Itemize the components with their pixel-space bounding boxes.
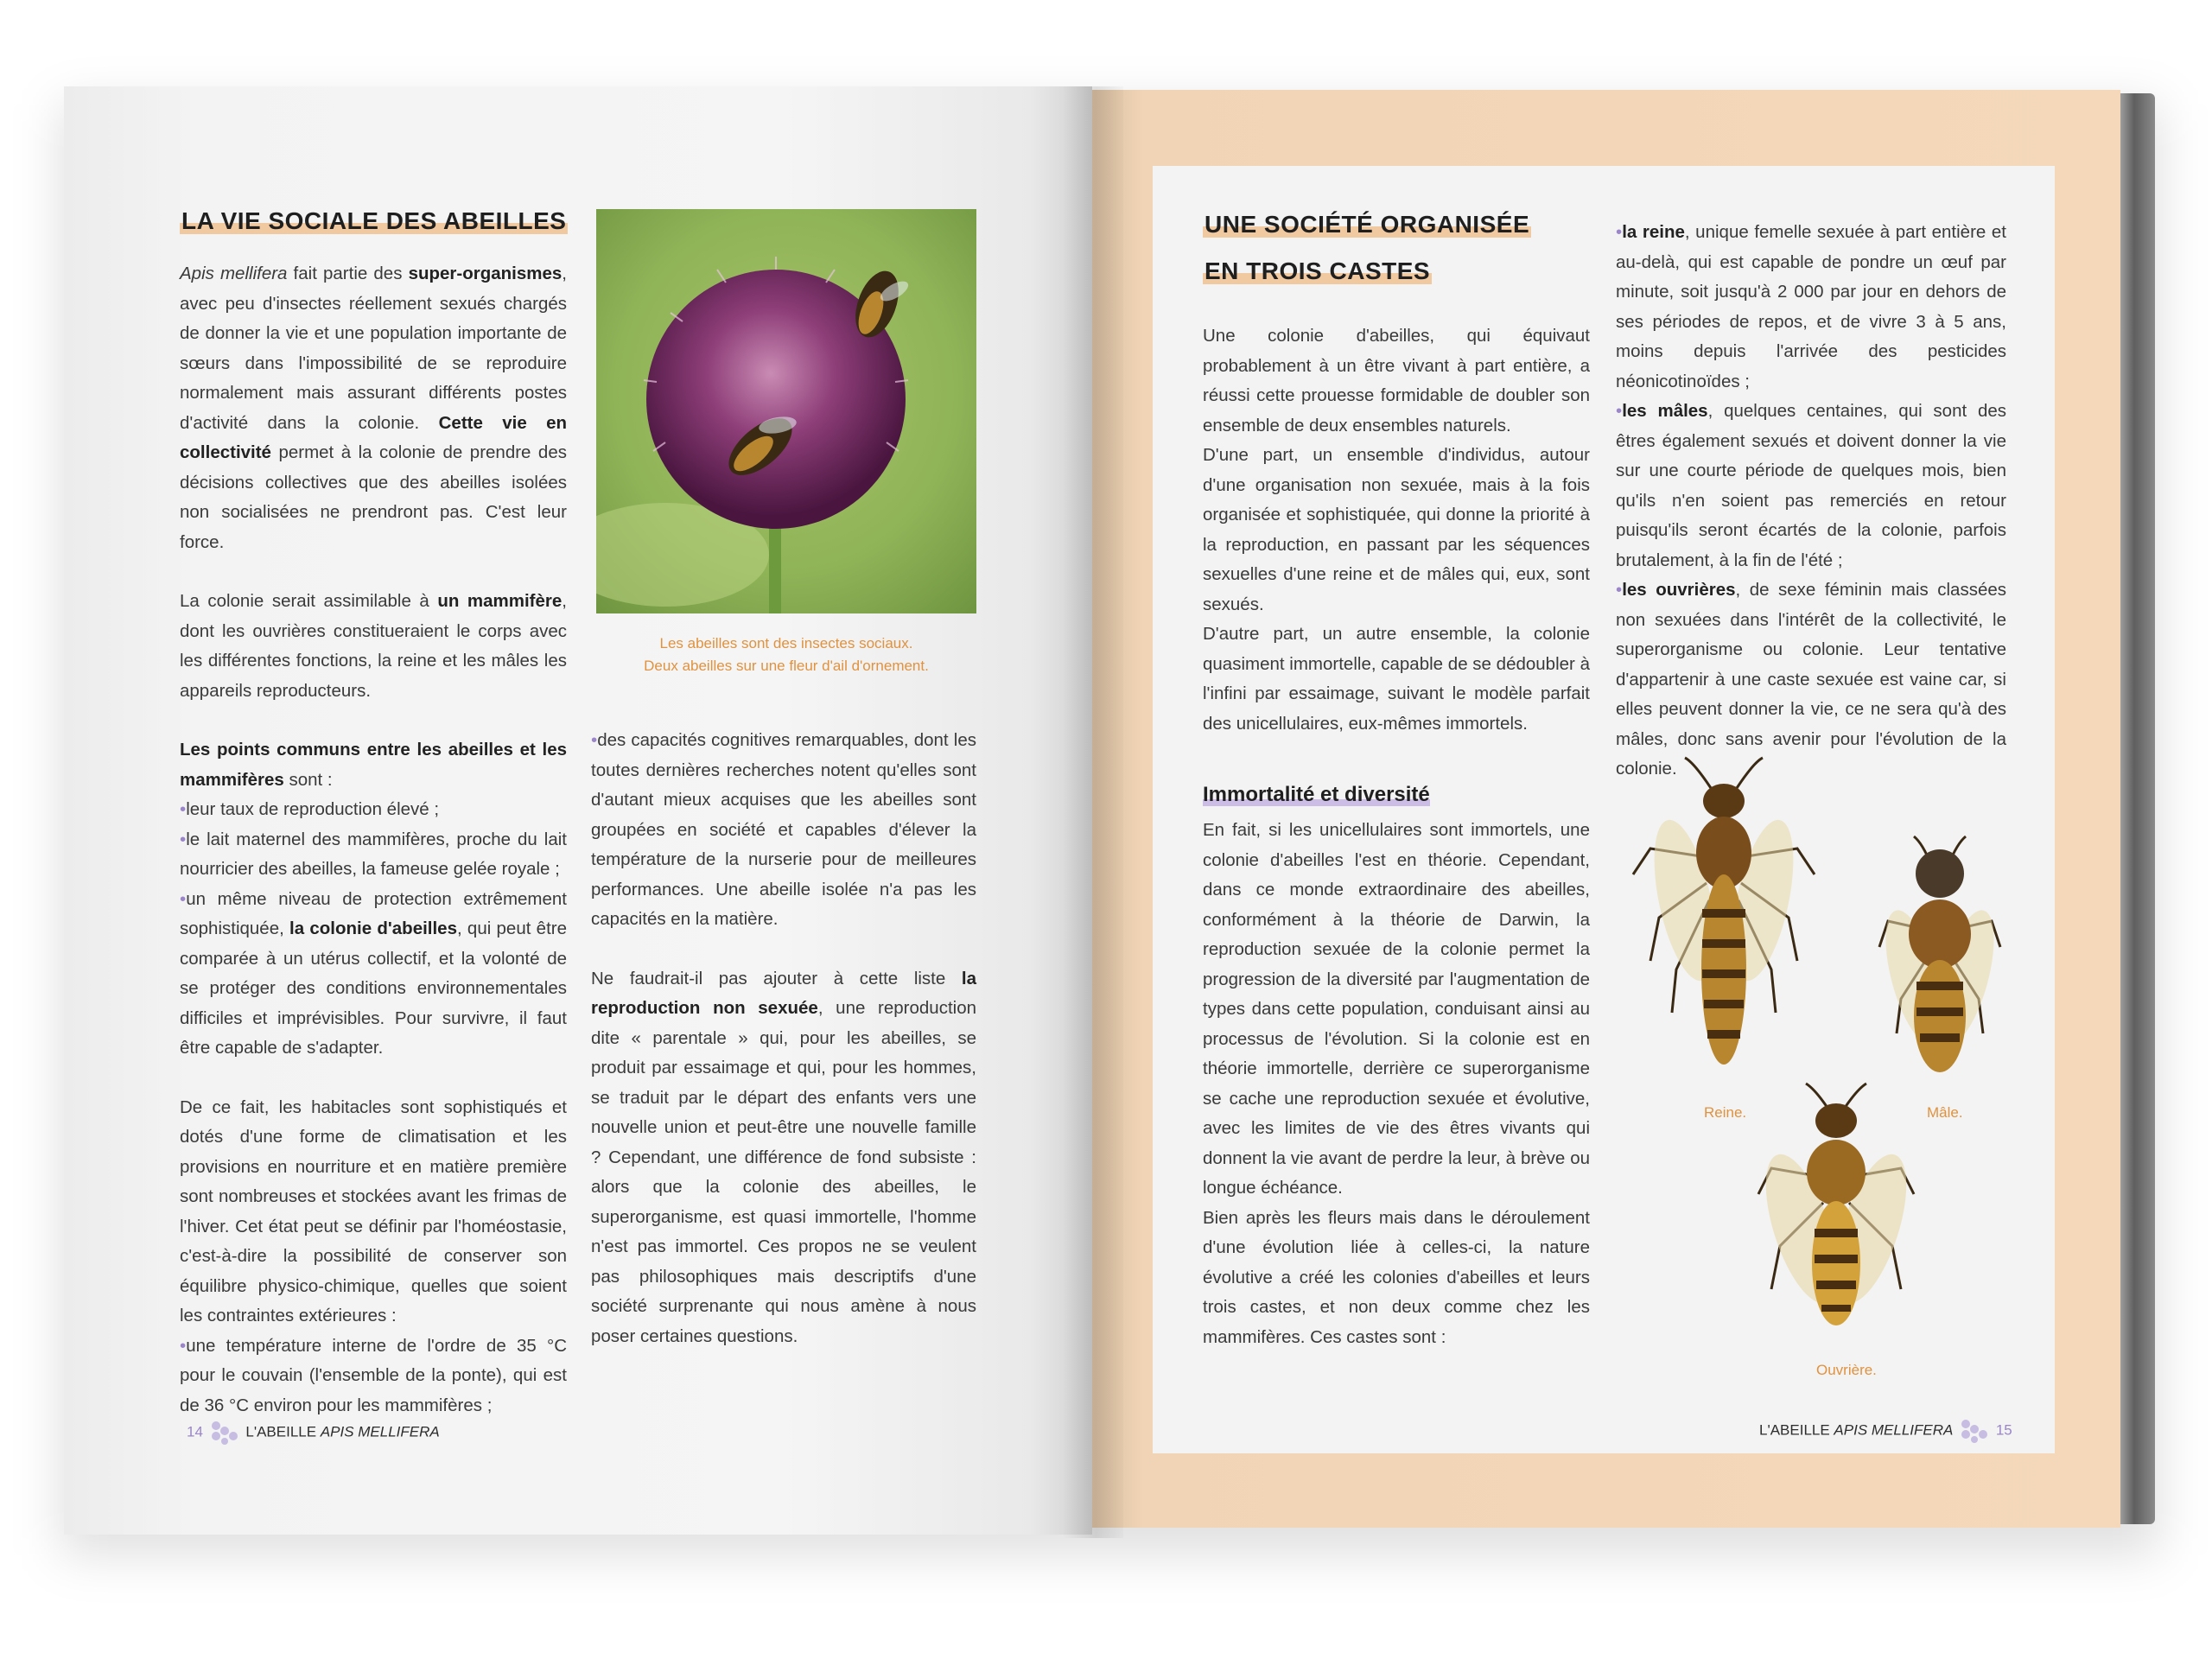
paragraph: De ce fait, les habitacles sont sophistiqués et dotés d'une forme de climatisation et les provisions en nourriture et en matière première sont nombreuses et stockées avant les frimas de l'hiver. Cet état peut se définir par l'homéostasie, c'est-à-dire la possibilité de conserver son équilibre physico-chimique, quelles que soient les contraintes extérieures : [180, 1096, 567, 1325]
paragraph: Ne faudrait-il pas ajouter à cette liste la reproduction non sexuée, une reproduction dite « parentale » qui, pour les abeilles, se produit par essaimage et qui, pour les hommes, se traduit par le départ des enfants vers une nouvelle union et peut-être une nouvelle famille ? Cependant, une différence de fond subsiste : alors que la colonie des abeilles, le superorganisme, est quasi immortelle, l'homme n'est pas immortel. Ces propos ne se veulent pas philosophiques mais descriptifs d'une société surprenante qui nous amène à nous poser certaines questions. [591, 968, 976, 1346]
paragraph: La colonie serait assimilable à un mammifère, dont les ouvrières constitueraient le corps avec les différentes fonctions, la reine et les mâles les appareils reproducteurs. [180, 591, 567, 701]
paragraph: En fait, si les unicellulaires sont immortels, une colonie d'abeilles l'est en théorie. Cependant, dans ce monde extraordinaire des abeilles, conformément à la théorie de Darwin, la reproduction sexuée de la colonie permet la progression de la diversité par l'augmentation de types dans cette population, conduisant ainsi au processus de l'évolution. Si la colonie est en théorie immortelle, derrière ce superorganisme se cache une reproduction sexuée et évolutive, avec les limites de vie des êtres vivants qui donnent la vie avant de perdre la leur, à brève ou longue échéance. [1203, 820, 1590, 1198]
page-number: 14 [187, 1423, 203, 1440]
page-number: 15 [1995, 1421, 2012, 1439]
left-folio: 14 L'ABEILLE APIS MELLIFERA [187, 1421, 440, 1445]
right-folio: L'ABEILLE APIS MELLIFERA 15 [1759, 1419, 2012, 1443]
paragraph: Apis mellifera fait partie des super-organismes, avec peu d'insectes réellement sexués chargés de donner la vie et une population importante de sœurs dans l'impossibilité de se reproduire normalement mais assurant différents postes d'activité dans la colonie. Cette vie en collectivité permet à la colonie de prendre des décisions collectives que des abeilles isolées non socialisées ne prendront pas. C'est leur force. [180, 264, 567, 552]
list-item: •leur taux de reproduction élevé ; [180, 799, 440, 819]
worker-bee-illustration [1745, 1082, 1927, 1341]
queen-bee-illustration [1624, 753, 1823, 1082]
page-stack-edge [2120, 93, 2155, 1524]
hexagon-cluster-icon [207, 1421, 242, 1445]
right-page-heading-line-2: EN TROIS CASTES [1205, 257, 1431, 284]
book-gutter [1063, 86, 1123, 1538]
worker-label: Ouvrière. [1816, 1362, 1877, 1378]
list-item: •des capacités cognitives remarquables, dont les toutes dernières recherches notent qu'elles sont d'autant mieux acquises que les abeilles sont groupées en société et capables d'élever la température de la nurserie pour de meilleures performances. Une abeille isolée n'a pas les capacités en la matière. [591, 730, 976, 929]
photo-caption: Les abeilles sont des insectes sociaux. Deux abeilles sur une fleur d'ail d'ornement. [644, 635, 929, 674]
male-label: Mâle. [1927, 1104, 1963, 1121]
paragraph: Bien après les fleurs mais dans le déroulement d'une évolution liée à celles-ci, la nature évolutive a créé les colonies d'abeilles et leurs trois castes, et non deux comme chez les mammifères. Ces castes sont : [1203, 1207, 1590, 1347]
list-item: •une température interne de l'ordre de 35 °C pour le couvain (l'ensemble de la ponte), qui est de 36 °C environ pour les mammifères ; [180, 1335, 567, 1415]
right-page-heading-line-1: UNE SOCIÉTÉ ORGANISÉE [1205, 211, 1530, 238]
list-item: •les mâles, quelques centaines, qui sont des êtres également sexués et doivent donner la vie sur une courte période de quelques mois, bien qu'ils n'en soient pas remerciés en retour puisqu'ils seront écartés de la colonie, parfois brutalement, à la fin de l'été ; [1616, 401, 2006, 570]
list-item: •la reine, unique femelle sexuée à part entière et au-delà, qui est capable de pondre un œuf par minute, soit jusqu'à 2 000 par jour en dehors de ses périodes de repos, et de vivre 3 à 5 ans, moins depuis l'arrivée des pesticides néonicotinoïdes ; [1616, 222, 2006, 391]
paragraph: Les points communs entre les abeilles et les mammifères sont : [180, 740, 567, 790]
list-item: •le lait maternel des mammifères, proche du lait nourricier des abeilles, la fameuse gelée royale ; [180, 829, 567, 879]
male-bee-illustration [1875, 835, 2005, 1085]
allium-flower-photo [596, 209, 976, 613]
left-column-2 [591, 726, 976, 1351]
right-column-1-continued [1203, 816, 1590, 1352]
right-column-2 [1616, 218, 2006, 785]
subheading: Immortalité et diversité [1203, 783, 1430, 806]
queen-label: Reine. [1704, 1104, 1747, 1121]
paragraph: Une colonie d'abeilles, qui équivaut probablement à un être vivant à part entière, a réussi cette prouesse formidable de doubler son ensemble de deux ensembles naturels. [1203, 326, 1590, 435]
paragraph: D'une part, un ensemble d'individus, autour d'une organisation non sexuée, mais à la fois organisée et sophistiquée, qui donne la priorité à la reproduction, en passant par les séquences sexuelles d'une reine et de mâles qui, eux, sont sexués. [1203, 445, 1590, 614]
list-item: •un même niveau de protection extrêmement sophistiquée, la colonie d'abeilles, qui peut être comparée à un utérus collectif, et la volonté de se protéger des conditions environnementales difficiles et imprévisibles. Pour survivre, il faut être capable de s'adapter. [180, 888, 567, 1058]
left-page-heading: LA VIE SOCIALE DES ABEILLES [181, 207, 567, 234]
hexagon-cluster-icon [1957, 1419, 1992, 1443]
right-column-1 [1203, 321, 1590, 739]
list-item: •les ouvrières, de sexe féminin mais classées non sexuées dans l'intérêt de la collectivité, le superorganisme ou colonie. Leur tentative d'appartenir à une caste sexuée est vaine car, si elles peuvent donner la vie, ce ne sera qu'à des mâles, donc sans avenir pour l'évolution de la colonie. [1616, 580, 2006, 779]
left-column-1 [180, 259, 567, 1421]
paragraph: D'autre part, un autre ensemble, la colonie quasiment immortelle, capable de se dédoubler à l'infini par essaimage, suivant le modèle parfait des unicellulaires, eux-mêmes immortels. [1203, 624, 1590, 734]
